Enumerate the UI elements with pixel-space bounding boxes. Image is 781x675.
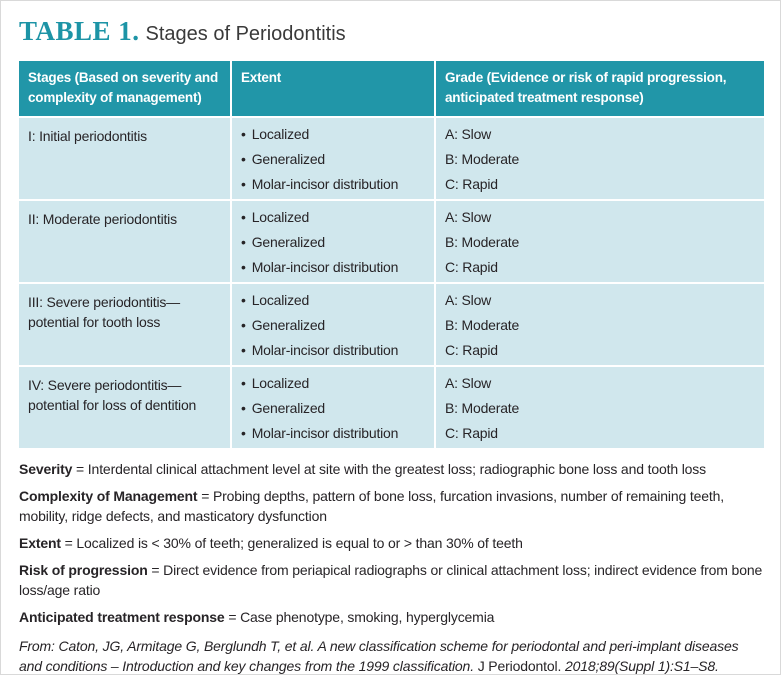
extent-item xyxy=(241,255,428,280)
grade-cell xyxy=(436,367,764,448)
footnotes-section xyxy=(19,459,763,675)
footnote-term: Complexity of Management xyxy=(19,488,198,504)
bullet-icon: • xyxy=(241,259,246,275)
extent-item xyxy=(241,147,428,172)
bullet-icon: • xyxy=(241,176,246,192)
stage-cell xyxy=(19,284,230,365)
extent-item xyxy=(241,230,428,255)
bullet-icon: • xyxy=(241,425,246,441)
extent-item xyxy=(241,421,428,446)
grade-cell xyxy=(436,118,764,199)
footnote-treatment-response xyxy=(19,607,763,627)
citation xyxy=(19,636,763,675)
extent-cell xyxy=(232,118,434,199)
grade-item: A: Slow xyxy=(445,209,492,225)
grade-cell xyxy=(436,201,764,282)
stage-cell xyxy=(19,201,230,282)
extent-cell xyxy=(232,201,434,282)
footnote-term: Severity xyxy=(19,461,73,477)
citation-tail: 2018;89(Suppl 1):S1–S8. xyxy=(564,658,719,674)
bullet-icon: • xyxy=(241,342,246,358)
footnote-definition: = Probing depths, pattern of bone loss, furcation invasions, number of remaining teeth, mobility, ridge defects, and masticatory dysfunction xyxy=(19,488,724,524)
extent-item-label: Generalized xyxy=(251,151,325,167)
footnote-definition: = Case phenotype, smoking, hyperglycemia xyxy=(228,609,495,625)
grade-item: B: Moderate xyxy=(445,234,520,250)
bullet-icon: • xyxy=(241,126,246,142)
extent-item-label: Localized xyxy=(251,126,310,142)
stage-cell xyxy=(19,118,230,199)
extent-item-label: Molar-incisor distribution xyxy=(251,342,399,358)
footnote-severity xyxy=(19,459,763,479)
grade-cell xyxy=(436,284,764,365)
bullet-icon: • xyxy=(241,151,246,167)
grade-item: A: Slow xyxy=(445,292,492,308)
periodontitis-stages-table xyxy=(19,61,763,448)
extent-item-label: Generalized xyxy=(251,400,325,416)
stage-label: III: Severe periodontitis—potential for tooth loss xyxy=(28,294,180,330)
stage-cell xyxy=(19,367,230,448)
bullet-icon: • xyxy=(241,375,246,391)
stage-label: I: Initial periodontitis xyxy=(28,128,147,144)
bullet-icon: • xyxy=(241,234,246,250)
footnote-term: Anticipated treatment response xyxy=(19,609,225,625)
footnote-term: Risk of progression xyxy=(19,562,148,578)
table-title-label: TABLE 1. xyxy=(19,16,140,46)
grade-item: C: Rapid xyxy=(445,342,498,358)
citation-lead: From: Caton, JG, Armitage G, Berglundh T, et al. A new classification scheme for periodontal and peri-implant diseases and conditions – Introduction and key changes from the 1999 classification. xyxy=(19,638,739,674)
extent-cell xyxy=(232,284,434,365)
footnote-definition: = Localized is < 30% of teeth; generalized is equal to or > than 30% of teeth xyxy=(64,535,523,551)
grade-item: C: Rapid xyxy=(445,176,498,192)
footnote-complexity xyxy=(19,486,763,526)
bullet-icon: • xyxy=(241,292,246,308)
extent-item xyxy=(241,313,428,338)
extent-item xyxy=(241,288,428,313)
extent-item-label: Generalized xyxy=(251,234,325,250)
extent-item-label: Molar-incisor distribution xyxy=(251,425,399,441)
extent-item-label: Localized xyxy=(251,375,310,391)
footnote-extent xyxy=(19,533,763,553)
citation-journal: J Periodontol. xyxy=(477,658,562,674)
column-header-extent: Extent xyxy=(232,61,434,116)
extent-item-label: Molar-incisor distribution xyxy=(251,259,399,275)
extent-item-label: Localized xyxy=(251,292,310,308)
extent-item xyxy=(241,172,428,197)
extent-item xyxy=(241,371,428,396)
extent-item-label: Localized xyxy=(251,209,310,225)
extent-item-label: Generalized xyxy=(251,317,325,333)
extent-item-label: Molar-incisor distribution xyxy=(251,176,399,192)
grade-item: B: Moderate xyxy=(445,151,520,167)
stage-label: IV: Severe periodontitis—potential for loss of dentition xyxy=(28,377,197,413)
footnote-definition: = Direct evidence from periapical radiographs or clinical attachment loss; indirect evidence from bone loss/age ratio xyxy=(19,562,763,598)
column-header-grade: Grade (Evidence or risk of rapid progression, anticipated treatment response) xyxy=(436,61,764,116)
grade-item: C: Rapid xyxy=(445,425,498,441)
table-title-text: Stages of Periodontitis xyxy=(145,23,346,45)
extent-item xyxy=(241,122,428,147)
grade-item: C: Rapid xyxy=(445,259,498,275)
extent-item xyxy=(241,396,428,421)
extent-cell xyxy=(232,367,434,448)
grade-item: B: Moderate xyxy=(445,317,520,333)
bullet-icon: • xyxy=(241,317,246,333)
stage-label: II: Moderate periodontitis xyxy=(28,211,177,227)
grade-item: A: Slow xyxy=(445,375,492,391)
extent-item xyxy=(241,205,428,230)
column-header-stages: Stages (Based on severity and complexity of management) xyxy=(19,61,230,116)
grade-item: B: Moderate xyxy=(445,400,520,416)
extent-item xyxy=(241,338,428,363)
bullet-icon: • xyxy=(241,209,246,225)
footnote-definition: = Interdental clinical attachment level at site with the greatest loss; radiographic bone loss and tooth loss xyxy=(76,461,707,477)
table-title xyxy=(19,14,762,49)
grade-item: A: Slow xyxy=(445,126,492,142)
footnote-term: Extent xyxy=(19,535,61,551)
footnote-risk xyxy=(19,560,763,600)
bullet-icon: • xyxy=(241,400,246,416)
